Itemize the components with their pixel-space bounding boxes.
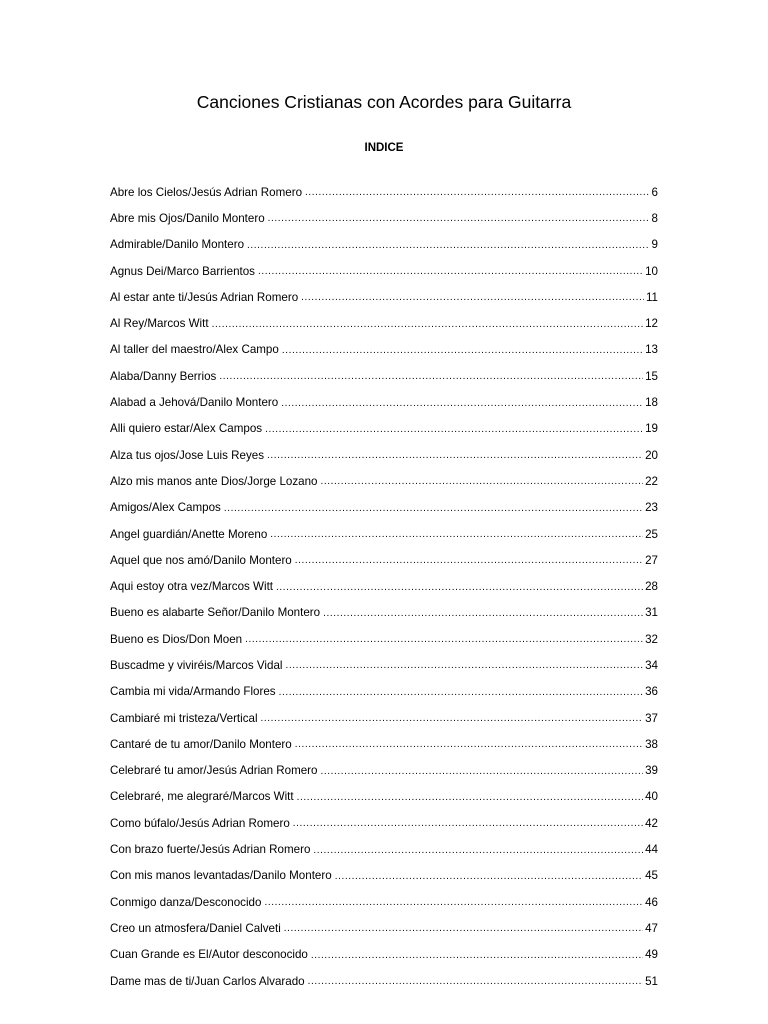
toc-entry-row[interactable]: [110, 468, 658, 494]
toc-entry-row[interactable]: [110, 679, 658, 705]
index-heading: INDICE: [364, 142, 404, 154]
toc-page-number[interactable]: 47: [645, 921, 658, 935]
toc-entry-row[interactable]: [110, 495, 658, 521]
toc-dot-leader: [335, 869, 643, 883]
toc-entry-title[interactable]: Conmigo danza/Desconocido: [110, 895, 262, 909]
toc-page-number[interactable]: 40: [645, 790, 658, 804]
toc-dot-leader: [276, 580, 643, 594]
toc-entry-row[interactable]: [110, 784, 658, 810]
toc-page-number[interactable]: 15: [645, 369, 658, 383]
toc-entry-title[interactable]: Al taller del maestro/Alex Campo: [110, 343, 279, 357]
toc-entry-title[interactable]: Aquel que nos amó/Danilo Montero: [110, 553, 292, 567]
toc-entry-title[interactable]: Alli quiero estar/Alex Campos: [110, 422, 263, 436]
toc-entry-row[interactable]: [110, 731, 658, 757]
table-of-contents: [110, 179, 658, 994]
toc-entry-title[interactable]: Con brazo fuerte/Jesús Adrian Romero: [110, 843, 311, 857]
toc-page-number[interactable]: 42: [645, 816, 658, 830]
toc-entry-row[interactable]: [110, 758, 658, 784]
toc-entry-row[interactable]: [110, 179, 658, 205]
toc-entry-title[interactable]: Abre los Cielos/Jesús Adrian Romero: [110, 185, 303, 199]
toc-entry-title[interactable]: Agnus Dei/Marco Barrientos: [110, 264, 255, 278]
toc-dot-leader: [295, 737, 643, 751]
toc-entry-row[interactable]: [110, 915, 658, 941]
toc-entry-row[interactable]: [110, 258, 658, 284]
toc-dot-leader: [313, 843, 643, 857]
toc-dot-leader: [285, 658, 643, 672]
document-title: Canciones Cristianas con Acordes para Guitarra: [196, 92, 572, 112]
toc-entry-row[interactable]: [110, 810, 658, 836]
toc-dot-leader: [297, 790, 643, 804]
toc-entry-title[interactable]: Buscadme y viviréis/Marcos Vidal: [110, 658, 283, 672]
toc-entry-title[interactable]: Al Rey/Marcos Witt: [110, 317, 209, 331]
toc-entry-row[interactable]: [110, 942, 658, 968]
toc-entry-title[interactable]: Bueno es alabarte Señor/Danilo Montero: [110, 606, 321, 620]
toc-dot-leader: [311, 948, 643, 962]
toc-entry-title[interactable]: Celebraré, me alegraré/Marcos Witt: [110, 790, 294, 804]
toc-entry-row[interactable]: [110, 442, 658, 468]
toc-dot-leader: [219, 369, 643, 383]
toc-entry-title[interactable]: Cantaré de tu amor/Danilo Montero: [110, 737, 292, 751]
toc-dot-leader: [301, 290, 644, 304]
toc-entry-title[interactable]: Como búfalo/Jesús Adrian Romero: [110, 816, 290, 830]
toc-entry-title[interactable]: Alza tus ojos/Jose Luis Reyes: [110, 448, 265, 462]
toc-page-number[interactable]: 36: [645, 685, 658, 699]
toc-entry-title[interactable]: Celebraré tu amor/Jesús Adrian Romero: [110, 764, 318, 778]
toc-entry-row[interactable]: [110, 363, 658, 389]
toc-dot-leader: [261, 711, 644, 725]
toc-page-number[interactable]: 12: [645, 317, 658, 331]
toc-page-number[interactable]: 51: [645, 974, 658, 988]
toc-entry-title[interactable]: Dame mas de ti/Juan Carlos Alvarado: [110, 974, 305, 988]
toc-page-number[interactable]: 18: [645, 396, 658, 410]
toc-page-number[interactable]: 38: [645, 737, 658, 751]
toc-entry-row[interactable]: [110, 863, 658, 889]
toc-page-number[interactable]: 34: [645, 658, 658, 672]
toc-entry-title[interactable]: Admirable/Danilo Montero: [110, 238, 245, 252]
toc-entry-row[interactable]: [110, 705, 658, 731]
toc-dot-leader: [268, 211, 650, 225]
toc-dot-leader: [295, 553, 643, 567]
toc-entry-row[interactable]: [110, 310, 658, 336]
toc-page-number[interactable]: 31: [645, 606, 658, 620]
toc-entry-row[interactable]: [110, 626, 658, 652]
toc-entry-title[interactable]: Amigos/Alex Campos: [110, 501, 221, 515]
toc-page-number[interactable]: 27: [645, 553, 658, 567]
toc-dot-leader: [284, 921, 643, 935]
toc-entry-title[interactable]: Aqui estoy otra vez/Marcos Witt: [110, 580, 274, 594]
toc-dot-leader: [267, 448, 643, 462]
toc-entry-row[interactable]: [110, 337, 658, 363]
toc-page-number[interactable]: 19: [645, 422, 658, 436]
toc-page-number[interactable]: 23: [645, 501, 658, 515]
toc-dot-leader: [281, 396, 643, 410]
toc-dot-leader: [258, 264, 643, 278]
toc-page-number[interactable]: 44: [645, 843, 658, 857]
toc-page-number[interactable]: 45: [645, 869, 658, 883]
toc-dot-leader: [212, 317, 644, 331]
toc-page-number[interactable]: 6: [651, 185, 658, 199]
toc-entry-title[interactable]: Cambiaré mi tristeza/Vertical: [110, 711, 258, 725]
toc-page-number[interactable]: 37: [645, 711, 658, 725]
toc-entry-title[interactable]: Al estar ante ti/Jesús Adrian Romero: [110, 290, 299, 304]
toc-entry-title[interactable]: Alabad a Jehová/Danilo Montero: [110, 396, 279, 410]
toc-dot-leader: [264, 895, 643, 909]
toc-entry-title[interactable]: Angel guardián/Anette Moreno: [110, 527, 268, 541]
toc-dot-leader: [293, 816, 643, 830]
toc-entry-row[interactable]: [110, 600, 658, 626]
toc-page-number[interactable]: 46: [645, 895, 658, 909]
toc-entry-row[interactable]: [110, 232, 658, 258]
toc-entry-title[interactable]: Bueno es Dios/Don Moen: [110, 632, 243, 646]
toc-entry-row[interactable]: [110, 889, 658, 915]
toc-entry-title[interactable]: Abre mis Ojos/Danilo Montero: [110, 211, 265, 225]
toc-page-number[interactable]: 11: [645, 290, 658, 304]
toc-page-number[interactable]: 49: [645, 948, 658, 962]
toc-entry-title[interactable]: Cambia mi vida/Armando Flores: [110, 685, 276, 699]
toc-dot-leader: [305, 185, 650, 199]
toc-page-number[interactable]: 9: [651, 238, 658, 252]
toc-entry-title[interactable]: Cuan Grande es El/Autor desconocido: [110, 948, 308, 962]
toc-dot-leader: [321, 764, 644, 778]
toc-entry-row[interactable]: [110, 547, 658, 573]
toc-entry-row[interactable]: [110, 521, 658, 547]
toc-entry-row[interactable]: [110, 205, 658, 231]
toc-dot-leader: [321, 474, 644, 488]
toc-entry-row[interactable]: [110, 284, 658, 310]
toc-page-number[interactable]: 20: [645, 448, 658, 462]
toc-page-number[interactable]: 25: [645, 527, 658, 541]
toc-page-number[interactable]: 13: [645, 343, 658, 357]
toc-dot-leader: [279, 685, 644, 699]
toc-dot-leader: [247, 238, 650, 252]
toc-entry-row[interactable]: [110, 389, 658, 415]
toc-dot-leader: [224, 501, 643, 515]
toc-page-number[interactable]: 8: [651, 211, 658, 225]
toc-entry-title[interactable]: Creo un atmosfera/Daniel Calveti: [110, 921, 281, 935]
toc-dot-leader: [323, 606, 643, 620]
toc-entry-row[interactable]: [110, 573, 658, 599]
toc-entry-row[interactable]: [110, 416, 658, 442]
toc-dot-leader: [265, 422, 643, 436]
toc-dot-leader: [308, 974, 643, 988]
toc-dot-leader: [245, 632, 643, 646]
toc-page-number[interactable]: 28: [645, 580, 658, 594]
toc-page-number[interactable]: 39: [645, 764, 658, 778]
toc-page-number[interactable]: 22: [645, 474, 658, 488]
toc-entry-title[interactable]: Alaba/Danny Berrios: [110, 369, 217, 383]
toc-dot-leader: [270, 527, 643, 541]
toc-entry-row[interactable]: [110, 968, 658, 994]
toc-dot-leader: [282, 343, 643, 357]
toc-page-number[interactable]: 10: [645, 264, 658, 278]
toc-page-number[interactable]: 32: [645, 632, 658, 646]
toc-entry-title[interactable]: Alzo mis manos ante Dios/Jorge Lozano: [110, 474, 318, 488]
toc-entry-row[interactable]: [110, 652, 658, 678]
toc-entry-row[interactable]: [110, 836, 658, 862]
toc-entry-title[interactable]: Con mis manos levantadas/Danilo Montero: [110, 869, 332, 883]
